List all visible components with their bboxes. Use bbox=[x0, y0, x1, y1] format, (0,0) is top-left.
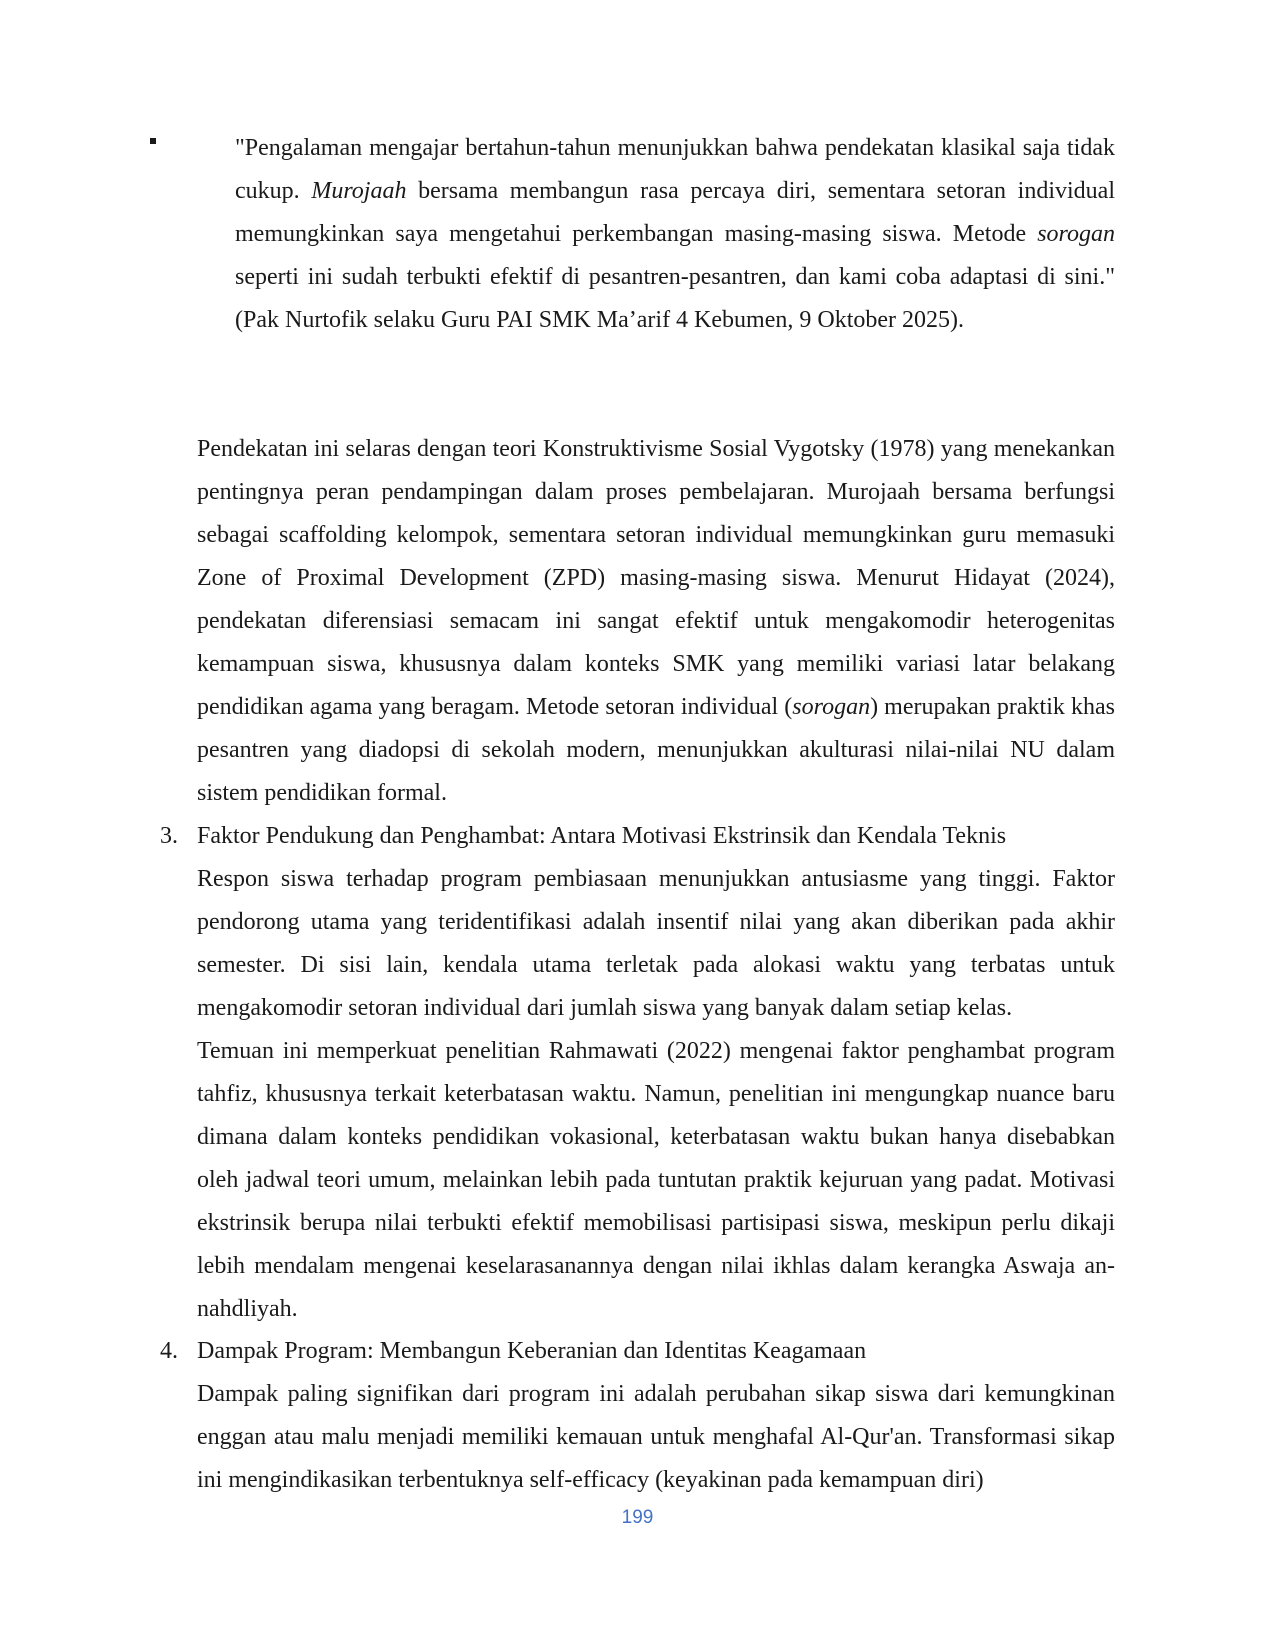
page-number: 199 bbox=[621, 1507, 654, 1528]
paragraph-vygotsky bbox=[197, 428, 1115, 815]
paragraph-respon-siswa: Respon siswa terhadap program pembiasaan menunjukkan antusiasme yang tinggi. Faktor pendorong utama yang teridentifikasi adalah insentif nilai yang akan diberikan pada akhir semester. Di sisi lain, kendala utama terletak pada alokasi waktu yang terbatas untuk mengakomodir setoran individual dari jumlah siswa yang banyak dalam setiap kelas. bbox=[197, 866, 1115, 1021]
quote-italic-term: Murojaah bbox=[311, 178, 407, 204]
quote-italic-term: sorogan bbox=[1037, 221, 1115, 247]
quote-text: seperti ini sudah terbukti efektif di pesantren-pesantren, dan kami coba adaptasi di sini." (Pak Nurtofik selaku Guru PAI SMK Ma’arif 4 Kebumen, 9 Oktober 2025). bbox=[235, 264, 1115, 333]
section-number-4: 4. bbox=[160, 1338, 178, 1364]
paragraph-text: ) merupakan praktik khas pesantren yang diadopsi di sekolah modern, menunjukkan akulturasi nilai-nilai NU dalam sistem pendidikan formal. bbox=[197, 694, 1116, 806]
paragraph-dampak: Dampak paling signifikan dari program ini adalah perubahan sikap siswa dari kemungkinan enggan atau malu menjadi memiliki kemauan untuk menghafal Al-Qur'an. Transformasi sikap ini mengindikasikan terbentuknya self-efficacy (keyakinan pada kemampuan diri) bbox=[197, 1381, 1115, 1493]
bullet-marker bbox=[150, 138, 156, 144]
paragraph-italic-term: sorogan bbox=[792, 694, 871, 720]
paragraph-text: Pendekatan ini selaras dengan teori Konstruktivisme Sosial Vygotsky (1978) yang menekankan pentingnya peran pendampingan dalam proses pembelajaran. Murojaah bersama berfungsi sebagai scaffolding kelompok, sementara setoran individual memungkinkan guru memasuki Zone of Proximal Development (ZPD) masing-masing siswa. Menurut Hidayat (2024), pendekatan diferensiasi semacam ini sangat efektif untuk mengakomodir heterogenitas kemampuan siswa, khususnya dalam konteks SMK yang memiliki variasi latar belakang pendidikan agama yang beragam. Metode setoran individual ( bbox=[197, 436, 1115, 720]
section-heading-4: Dampak Program: Membangun Keberanian dan Identitas Keagamaan bbox=[197, 1338, 867, 1364]
section-heading-3: Faktor Pendukung dan Penghambat: Antara Motivasi Ekstrinsik dan Kendala Teknis bbox=[197, 823, 1007, 849]
paragraph-temuan: Temuan ini memperkuat penelitian Rahmawati (2022) mengenai faktor penghambat program tahfiz, khususnya terkait keterbatasan waktu. Namun, penelitian ini mengungkap nuance baru dimana dalam konteks pendidikan vokasional, keterbatasan waktu bukan hanya disebabkan oleh jadwal teori umum, melainkan lebih pada tuntutan praktik kejuruan yang padat. Motivasi ekstrinsik berupa nilai terbukti efektif memobilisasi partisipasi siswa, meskipun perlu dikaji lebih mendalam mengenai keselarasanannya dengan nilai ikhlas dalam kerangka Aswaja an-nahdliyah. bbox=[197, 1038, 1115, 1322]
section-number-3: 3. bbox=[160, 823, 178, 849]
interview-quote bbox=[235, 127, 1115, 342]
quote-text: bersama membangun rasa percaya diri, sementara setoran individual memungkinkan saya mengetahui perkembangan masing-masing siswa. Metode bbox=[235, 178, 1115, 247]
quote-text: "Pengalaman mengajar bertahun-tahun menunjukkan bahwa pendekatan klasikal saja tidak cukup. bbox=[235, 135, 1115, 204]
